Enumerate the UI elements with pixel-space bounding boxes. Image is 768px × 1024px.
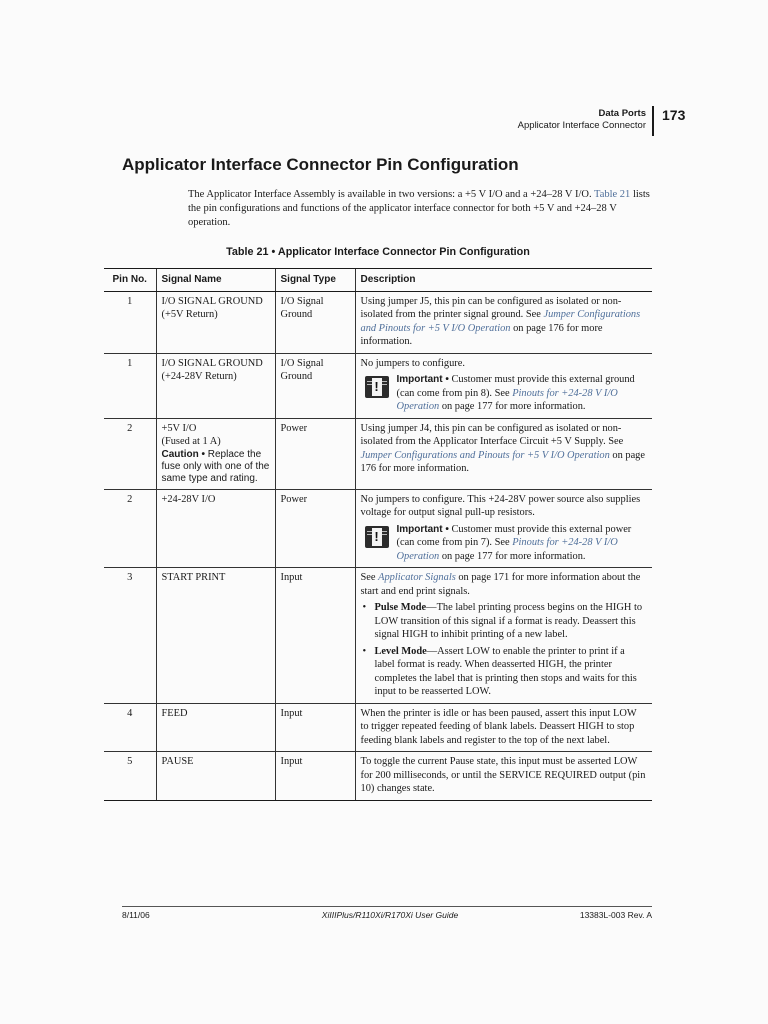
pin-cell: 1 — [104, 291, 156, 353]
header-pin: Pin No. — [104, 269, 156, 292]
description-text: No jumpers to configure. — [360, 357, 465, 369]
caution-text: Replace the fuse only with one of the same type and rating. — [161, 448, 270, 484]
header-subsection: Applicator Interface Connector — [517, 120, 646, 131]
description-text: Using jumper J4, this pin can be configured as isolated or non-isolated from the Applicator Interface Circuit +5 V Supply. See — [360, 422, 624, 447]
footer-date: 8/11/06 — [122, 910, 150, 920]
important-icon: ! — [365, 526, 389, 548]
signal-name: START PRINT — [161, 572, 226, 583]
pin-cell: 2 — [104, 418, 156, 489]
description-cell — [355, 489, 652, 568]
description-cell — [355, 418, 652, 489]
table-row — [104, 752, 652, 801]
signal-type-cell: Input — [275, 752, 355, 801]
list-item — [361, 601, 648, 642]
cross-reference-link[interactable]: Jumper Configurations and Pinouts for +5 V I/O Operation — [360, 309, 641, 334]
signal-name: PAUSE — [161, 756, 194, 767]
signal-name: +24-28V I/O — [161, 493, 216, 505]
table-row — [104, 353, 652, 418]
pin-cell: 5 — [104, 752, 156, 801]
description-text: No jumpers to configure. This +24-28V power source also supplies voltage for output signal pull-up resistors. — [360, 493, 641, 518]
pin-cell: 4 — [104, 703, 156, 752]
pin-cell: 1 — [104, 353, 156, 418]
important-icon: ! — [365, 376, 389, 398]
header-section: Data Ports — [598, 108, 646, 119]
description-cell — [355, 353, 652, 418]
caution-note — [162, 449, 270, 485]
important-text: Customer must provide this external power (can come from pin 7). See — [396, 523, 632, 548]
cross-reference-link[interactable]: Pinouts for +24-28 V I/O Operation — [396, 537, 618, 562]
important-note — [361, 373, 648, 414]
signal-name: +5V I/O — [161, 422, 197, 434]
header-signal-type: Signal Type — [275, 269, 355, 292]
signal-name-cell — [156, 291, 275, 353]
signal-name-cell — [156, 568, 275, 704]
description-text: See — [360, 572, 379, 583]
bullet-label: Level Mode — [374, 645, 427, 657]
cross-reference-link[interactable]: Jumper Configurations and Pinouts for +5 V I/O Operation — [360, 449, 610, 461]
bullet-text: —Assert LOW to enable the printer to print if a label format is ready. When deasserted HIGH, the printer completes the label that is printing then stops and waits for this input to be reasserted LOW. — [374, 645, 637, 697]
signal-name: FEED — [161, 707, 188, 719]
table-row — [104, 291, 652, 353]
table-row — [104, 703, 652, 752]
signal-name: I/O SIGNAL GROUND — [161, 357, 263, 369]
description-cell — [355, 291, 652, 353]
page-title: Applicator Interface Connector Pin Configuration — [122, 155, 519, 174]
signal-name-cell — [156, 752, 275, 801]
important-note — [361, 523, 648, 564]
description-cell: When the printer is idle or has been paused, assert this input LOW to trigger repeated feeding of blank labels. Deassert HIGH to stop feeding blank labels and register to the top of the next label. — [355, 703, 652, 752]
intro-paragraph — [188, 188, 650, 230]
header-signal-name: Signal Name — [156, 269, 275, 292]
footer-divider — [122, 906, 652, 907]
list-item — [361, 645, 648, 699]
mode-list — [361, 601, 648, 699]
pin-cell: 3 — [104, 568, 156, 704]
table-row — [104, 568, 652, 704]
description-text: on page 176 for more information. — [360, 322, 603, 347]
caution-label: Caution • — [161, 448, 205, 460]
table-row — [104, 418, 652, 489]
header-divider — [652, 106, 654, 136]
running-header — [406, 108, 646, 132]
table-header-row — [104, 269, 652, 292]
signal-note: (+24-28V Return) — [161, 371, 237, 382]
intro-text-1: The Applicator Interface Assembly is available in two versions: a +5 V I/O and a +24–28 V I/O. — [188, 189, 595, 200]
important-label: Important • — [396, 374, 449, 385]
signal-name: I/O SIGNAL GROUND — [161, 295, 263, 307]
table-row — [104, 489, 652, 568]
signal-note: (Fused at 1 A) — [161, 436, 221, 447]
important-text: Customer must provide this external ground (can come from pin 8). See — [396, 374, 635, 399]
cross-reference-link[interactable]: Applicator Signals — [378, 572, 456, 583]
signal-type-cell: Input — [275, 703, 355, 752]
important-text: on page 177 for more information. — [439, 550, 586, 562]
pin-cell: 2 — [104, 489, 156, 568]
description-text: Using jumper J5, this pin can be configured as isolated or non-isolated from the printer signal ground. See — [360, 295, 622, 320]
description-text: on page 171 for more information about the start and end print signals. — [360, 572, 641, 597]
signal-name-cell — [156, 418, 275, 489]
table-caption: Table 21 • Applicator Interface Connector Pin Configuration — [226, 246, 530, 258]
header-description: Description — [355, 269, 652, 292]
table-reference-link[interactable]: Table 21 — [594, 189, 631, 200]
signal-name-cell — [156, 489, 275, 568]
cross-reference-link[interactable]: Pinouts for +24-28 V I/O Operation — [396, 387, 618, 412]
signal-type-cell: Power — [275, 489, 355, 568]
signal-note: (+5V Return) — [161, 309, 218, 320]
signal-type-cell: I/O Signal Ground — [275, 353, 355, 418]
page-number: 173 — [662, 107, 686, 123]
bullet-text: —The label printing process begins on the HIGH to LOW transition of this signal if a format is ready. Deassert this signal HIGH to inhibit printing of a new label. — [374, 602, 643, 640]
signal-type-cell: Input — [275, 568, 355, 704]
intro-text-2: lists the pin configurations and functions of the applicator interface connector for both +5 V and +24–28 V operation. — [188, 189, 650, 228]
important-text: on page 177 for more information. — [439, 401, 586, 412]
signal-type-cell: Power — [275, 418, 355, 489]
footer-doc-number: 13383L-003 Rev. A — [579, 910, 652, 920]
important-label: Important • — [396, 523, 449, 535]
signal-name-cell — [156, 703, 275, 752]
description-text: on page 176 for more information. — [360, 449, 645, 474]
description-cell — [355, 568, 652, 704]
description-cell: To toggle the current Pause state, this input must be asserted LOW for 200 milliseconds, or until the SERVICE REQUIRED output (pin 10) changes state. — [355, 752, 652, 801]
bullet-label: Pulse Mode — [374, 602, 427, 613]
signal-type-cell: I/O Signal Ground — [275, 291, 355, 353]
pin-configuration-table — [104, 268, 652, 801]
signal-name-cell — [156, 353, 275, 418]
footer-guide-title: XiIIIPlus/R110Xi/R170Xi User Guide — [321, 910, 459, 920]
